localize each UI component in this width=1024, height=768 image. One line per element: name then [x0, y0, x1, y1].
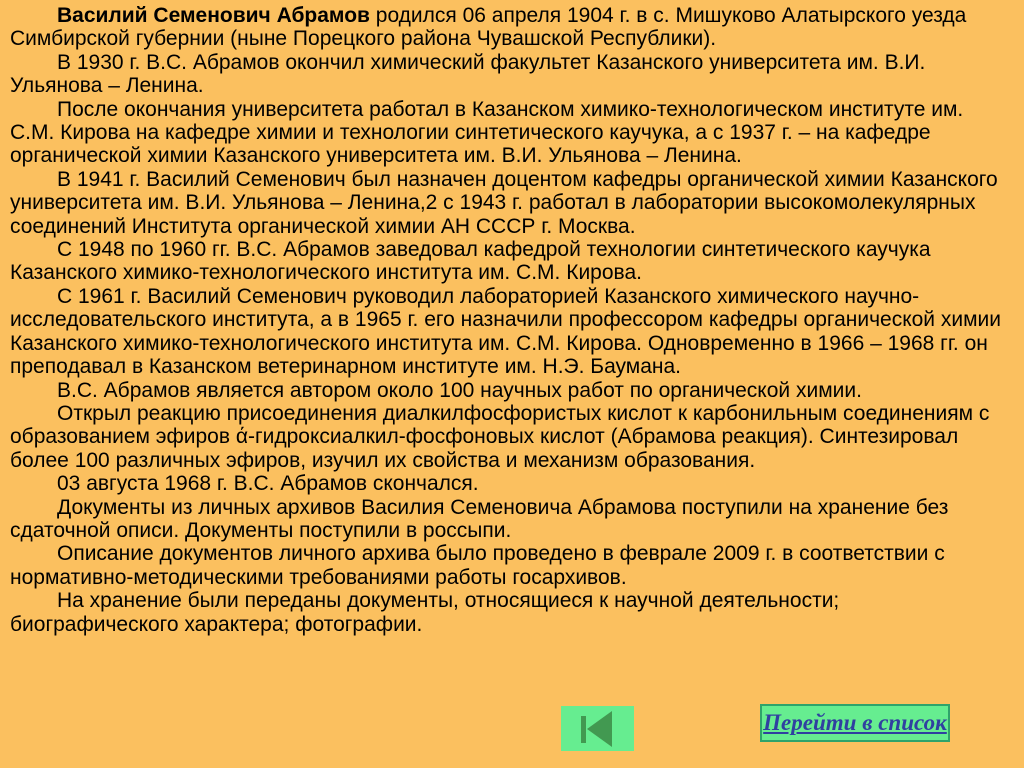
paragraph-archive-contents: На хранение были переданы документы, относящиеся к научной деятельности; биографического характера; фотографии.	[10, 589, 840, 636]
paragraph-archive-described: Описание документов личного архива было проведено в феврале 2009 г. в соответствии с нормативно-методическими требованиями работы госархивов.	[10, 542, 945, 589]
paragraph-death: 03 августа 1968 г. В.С. Абрамов скончался.	[57, 472, 479, 496]
paragraph-archive-received: Документы из личных архивов Василия Семеновича Абрамова поступили на хранение без сдаточной описи. Документы поступили в россыпи.	[10, 495, 949, 542]
paragraph-education: В 1930 г. В.С. Абрамов окончил химический факультет Казанского университета им. В.И. Ульянова – Ленина.	[10, 50, 926, 98]
paragraph-birth-text: родился 06 апреля 1904 г. в с. Мишуково Алатырского уезда Симбирской губернии (ныне Порецкого района Чувашской Республики).	[10, 4, 967, 51]
back-to-start-button[interactable]	[561, 706, 634, 751]
paragraph-1961: С 1961 г. Василий Семенович руководил лабораторией Казанского химического научно-исследовательского института, а в 1965 г. его назначили профессором кафедры органической химии Казанского химико-технологического института им. С.М. Кирова. Одновременно в 1966 – 1968 гг. он преподавал в Казанском ветеринарном институте им. Н.Э. Баумана.	[10, 284, 1001, 379]
paragraph-birth	[10, 4, 1012, 51]
go-to-list-link[interactable]: Перейти в список	[763, 710, 947, 735]
paragraph-1948-1960: С 1948 по 1960 гг. В.С. Абрамов заведовал кафедрой технологии синтетического каучука Казанского химико-технологического института им. С.М. Кирова.	[10, 238, 931, 285]
paragraph-works: В.С. Абрамов является автором около 100 научных работ по органической химии.	[57, 378, 862, 402]
go-to-list-button[interactable]	[760, 704, 950, 742]
person-name: Василий Семенович Абрамов	[57, 4, 370, 27]
paragraph-1941: В 1941 г. Василий Семенович был назначен доцентом кафедры органической химии Казанского университета им. В.И. Ульянова – Ленина,2 с 1943 г. работал в лаборатории высокомолекулярных соединений Института органической химии АН СССР г. Москва.	[10, 167, 998, 238]
paragraph-reaction: Открыл реакцию присоединения диалкилфосфористых кислот к карбонильным соединениям с образованием эфиров ά-гидроксиалкил-фосфоновых кислот (Абрамова реакция). Синтезировал более 100 различных эфиров, изучил их свойства и механизм образования.	[10, 401, 990, 472]
skip-to-start-icon	[579, 710, 617, 748]
paragraph-early-career: После окончания университета работал в Казанском химико-технологическом институте им. С.М. Кирова на кафедре химии и технологии синтетического каучука, а с 1937 г. – на кафедре органической химии Казанского университета им. В.И. Ульянова – Ленина.	[10, 97, 964, 168]
biography-text	[10, 4, 1012, 636]
